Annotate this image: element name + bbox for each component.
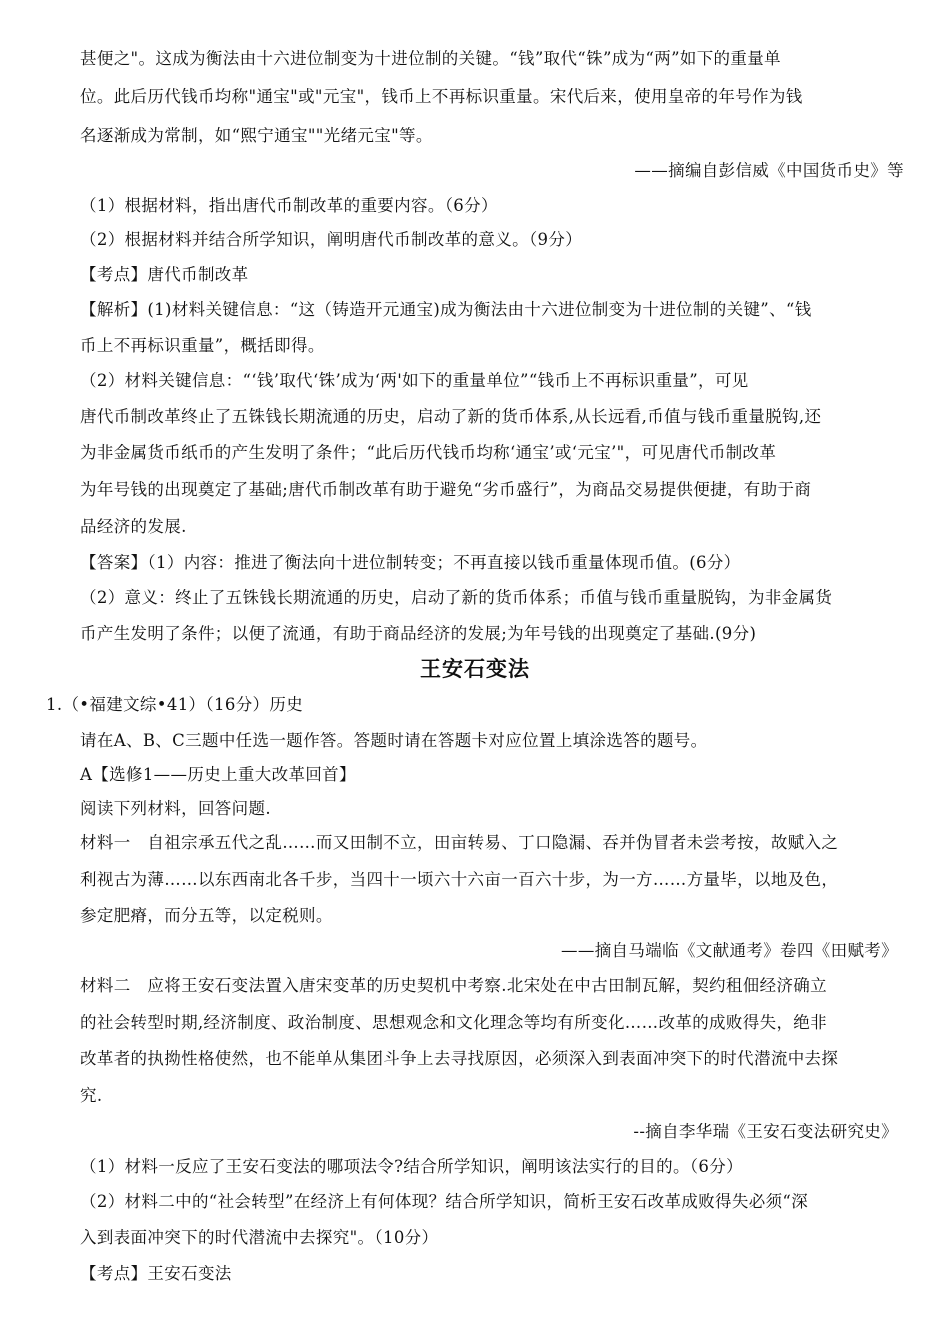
section-title: 王安石变法: [420, 656, 530, 681]
material-line: 名逐渐成为常制，如“熙宁通宝""光绪元宝"等。: [80, 126, 433, 145]
material2-line: 改革者的执拗性格使然，也不能单从集团斗争上去寻找原因，必须深入到表面冲突下的时代潜流中去探: [80, 1049, 839, 1068]
elective-title: A【选修1——历史上重大改革回首】: [80, 765, 356, 784]
analysis-line: 为年号钱的出现奠定了基础;唐代币制改革有助于避免“劣币盛行”，为商品交易提供便捷，有助于商: [80, 480, 812, 499]
material-line: 位。此后历代钱币均称"通宝"或"元宝"，钱币上不再标识重量。宋代后来，使用皇帝的年号作为钱: [80, 87, 803, 106]
question-header: 1.（•福建文综•41）（16分）历史: [46, 695, 304, 714]
material2-line: 究.: [80, 1086, 103, 1105]
analysis-line: 币上不再标识重量”，概括即得。: [80, 336, 325, 355]
material2-source: --摘自李华瑞《王安石变法研究史》: [633, 1122, 898, 1141]
material-source: ——摘编自彭信威《中国货币史》等: [634, 161, 904, 180]
analysis-line: （2）材料关键信息：“‘钱’取代‘铢’成为‘两'如下的重量单位”“钱币上不再标识重量”，可见: [80, 371, 749, 390]
material2-line: 材料二 应将王安石变法置入唐宋变革的历史契机中考察.北宋处在中古田制瓦解，契约租佃经济确立: [80, 976, 827, 995]
material1-line: 参定肥瘠，而分五等，以定税则。: [80, 906, 333, 925]
question-1: （1）根据材料，指出唐代币制改革的重要内容。（6分）: [80, 196, 498, 215]
material2-line: 的社会转型时期,经济制度、政治制度、思想观念和文化理念等均有所变化……改革的成败得失，绝非: [80, 1013, 827, 1032]
question-2: （2）根据材料并结合所学知识，阐明唐代币制改革的意义。（9分）: [80, 230, 583, 249]
instructions: 请在A、B、C三题中任选一题作答。答题时请在答题卡对应位置上填涂选答的题号。: [80, 731, 708, 750]
material1-line: 材料一 自祖宗承五代之乱……而又田制不立，田亩转易、丁口隐漏、吞并伪冒者未尝考按，故赋入之: [80, 833, 839, 852]
analysis-line: 品经济的发展.: [80, 517, 187, 536]
analysis-line: 唐代币制改革终止了五铢钱长期流通的历史，启动了新的货币体系,从长远看,币值与钱币重量脱钩,还: [80, 407, 822, 426]
analysis-line: 为非金属货币纸币的产生发明了条件；“此后历代钱币均称‘通宝’或‘元宝’"，可见唐代币制改革: [80, 443, 777, 462]
answer-line: （2）意义：终止了五铢钱长期流通的历史，启动了新的货币体系；币值与钱币重量脱钩，为非金属货: [80, 588, 833, 607]
read-prompt: 阅读下列材料，回答问题.: [80, 799, 271, 818]
wang-question-2-line: 入到表面冲突下的时代潜流中去探究"。（10分）: [80, 1228, 439, 1247]
analysis-line: 【解析】(1)材料关键信息：“这（铸造开元通宝)成为衡法由十六进位制变为十进位制的关键”、“钱: [80, 300, 812, 319]
material1-source: ——摘自马端临《文献通考》卷四《田赋考》: [561, 941, 898, 960]
answer-line: 【答案】（1）内容：推进了衡法向十进位制转变；不再直接以钱币重量体现币值。(6分）: [80, 553, 741, 572]
material1-line: 利视古为薄……以东西南北各千步，当四十一顷六十六亩一百六十步，为一方……方量毕，以地及色，: [80, 870, 839, 889]
material-line: 甚便之"。这成为衡法由十六进位制变为十进位制的关键。“钱”取代“铢”成为“两”如下的重量单: [80, 49, 781, 68]
kaodian-label: 【考点】王安石变法: [80, 1264, 232, 1283]
wang-question-2-line: （2）材料二中的“社会转型”在经济上有何体现？结合所学知识，简析王安石改革成败得失必须“深: [80, 1192, 809, 1211]
kaodian-label: 【考点】唐代币制改革: [80, 265, 249, 284]
answer-line: 币产生发明了条件；以便了流通，有助于商品经济的发展;为年号钱的出现奠定了基础.(9分): [80, 624, 757, 643]
wang-question-1: （1）材料一反应了王安石变法的哪项法令?结合所学知识，阐明该法实行的目的。（6分）: [80, 1157, 743, 1176]
